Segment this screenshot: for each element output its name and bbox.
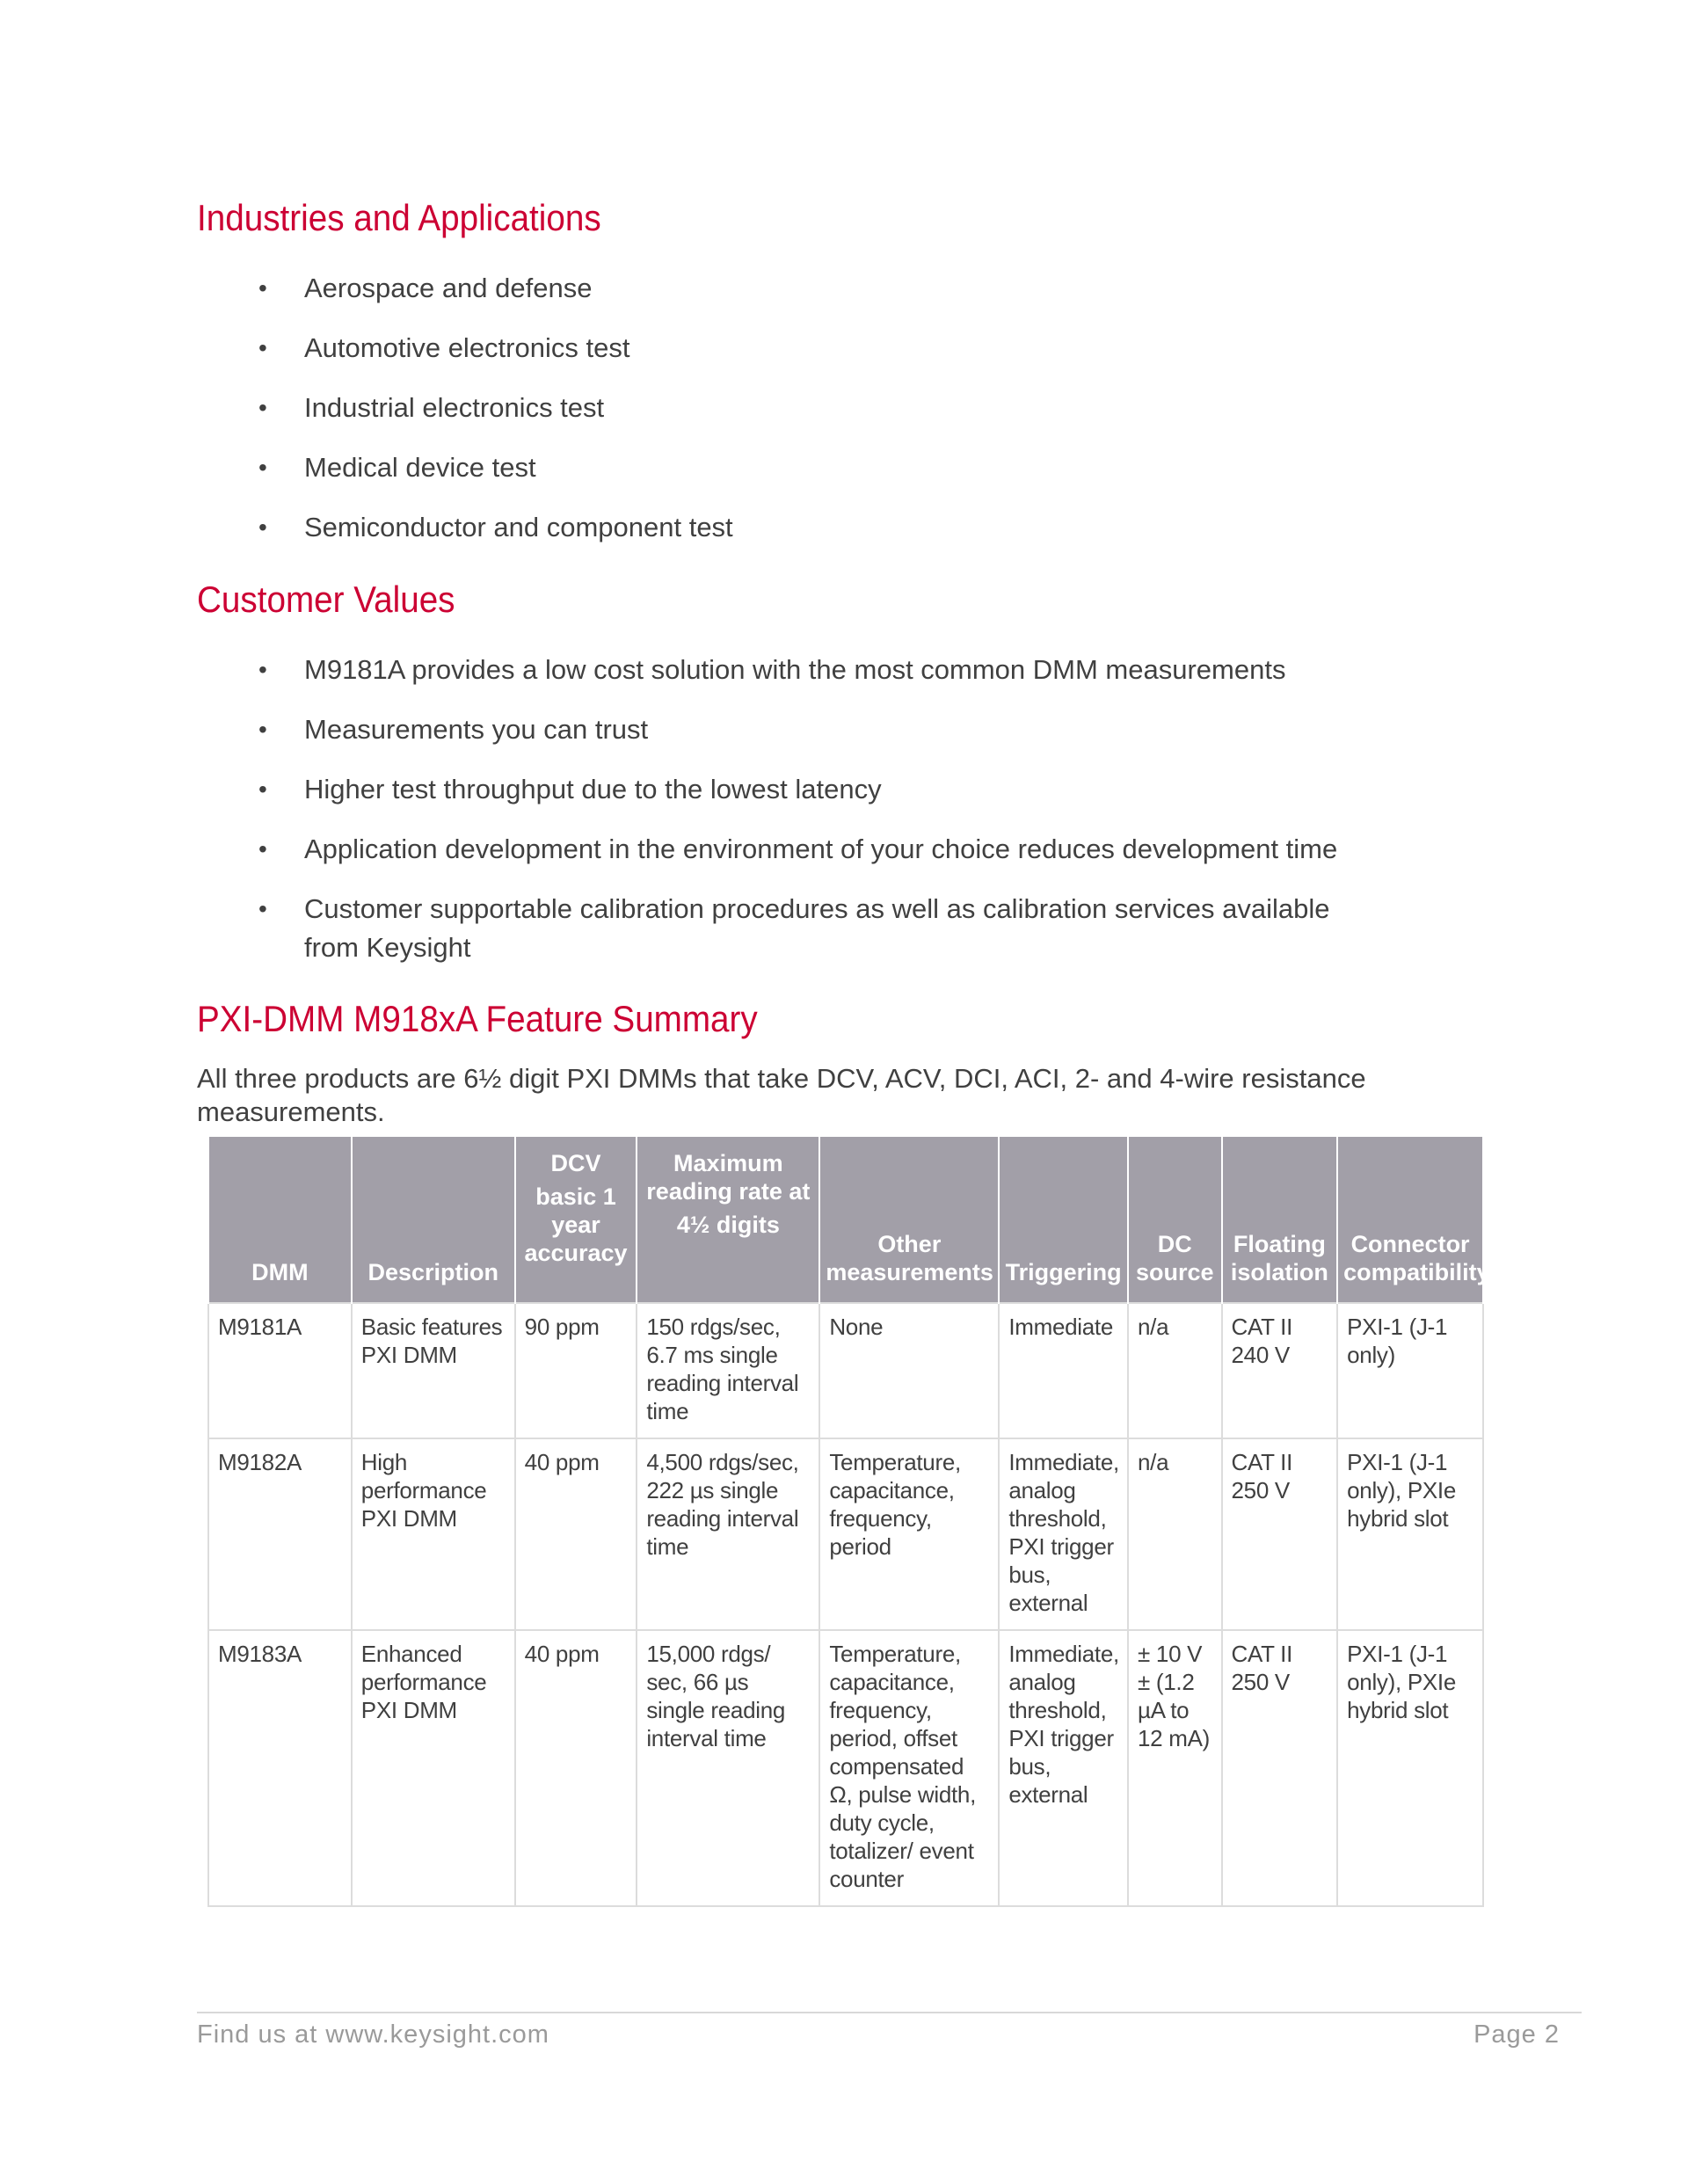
- bullet-icon: •: [258, 454, 267, 481]
- cell-connector: PXI-1 (J-1 only), PXIe hybrid slot: [1337, 1630, 1483, 1906]
- cell-dmm: M9181A: [208, 1303, 352, 1438]
- header-connector: Connector compatibility: [1337, 1137, 1483, 1303]
- cell-dcv: 40 ppm: [515, 1630, 637, 1906]
- header-other-measurements: Other measurements: [819, 1137, 999, 1303]
- header-max-rate: Maximum reading rate at 4½ digits: [637, 1137, 819, 1303]
- cell-triggering: Immediate, analog threshold, PXI trigger bus, external: [999, 1630, 1128, 1906]
- bullet-icon: •: [258, 513, 267, 541]
- header-dc-source: DC source: [1128, 1137, 1222, 1303]
- page-number: Page 2: [1473, 2020, 1560, 2049]
- bullet-icon: •: [258, 274, 267, 302]
- header-triggering: Triggering: [999, 1137, 1128, 1303]
- list-item: • Application development in the environment of your choice reduces development time: [197, 830, 1445, 869]
- cell-rate: 15,000 rdgs/ sec, 66 µs single reading interval time: [637, 1630, 819, 1906]
- table-row: [208, 1303, 1483, 1438]
- table-header-row: [208, 1137, 1483, 1303]
- cell-dcv: 40 ppm: [515, 1438, 637, 1630]
- industries-heading: Industries and Applications: [197, 197, 601, 238]
- list-item: • Higher test throughput due to the lowest latency: [197, 770, 1445, 809]
- cell-dc-source: ± 10 V ± (1.2 µA to 12 mA): [1128, 1630, 1222, 1906]
- footer-divider: [197, 2012, 1582, 2013]
- industries-list: [197, 269, 1445, 547]
- customer-values-heading: Customer Values: [197, 579, 455, 620]
- cell-rate: 150 rdgs/sec, 6.7 ms single reading interval time: [637, 1303, 819, 1438]
- cell-other: Temperature, capacitance, frequency, period: [819, 1438, 999, 1630]
- feature-summary-table: [207, 1137, 1490, 1907]
- table-row: [208, 1438, 1483, 1630]
- cell-connector: PXI-1 (J-1 only), PXIe hybrid slot: [1337, 1438, 1483, 1630]
- bullet-icon: •: [258, 394, 267, 421]
- list-item: • Semiconductor and component test: [197, 508, 1445, 547]
- table-row: [208, 1630, 1483, 1906]
- header-dmm: DMM: [208, 1137, 352, 1303]
- list-item: • Automotive electronics test: [197, 329, 1445, 368]
- cell-floating: CAT II 250 V: [1222, 1630, 1338, 1906]
- bullet-icon: •: [258, 835, 267, 863]
- cell-description: Basic features PXI DMM: [352, 1303, 515, 1438]
- customer-values-list: [197, 651, 1445, 967]
- bullet-icon: •: [258, 656, 267, 683]
- cell-floating: CAT II 240 V: [1222, 1303, 1338, 1438]
- list-item: • Industrial electronics test: [197, 389, 1445, 427]
- feature-summary-heading: PXI-DMM M918xA Feature Summary: [197, 998, 758, 1039]
- cell-other: None: [819, 1303, 999, 1438]
- feature-summary-intro: All three products are 6½ digit PXI DMMs that take DCV, ACV, DCI, ACI, 2- and 4-wire resistance measurements.: [197, 1063, 1366, 1127]
- cell-rate: 4,500 rdgs/sec, 222 µs single reading interval time: [637, 1438, 819, 1630]
- header-description: Description: [352, 1137, 515, 1303]
- cell-dc-source: n/a: [1128, 1438, 1222, 1630]
- cell-dmm: M9183A: [208, 1630, 352, 1906]
- bullet-icon: •: [258, 895, 267, 922]
- header-dcv: DCV basic 1 year accuracy: [515, 1137, 637, 1303]
- cell-dmm: M9182A: [208, 1438, 352, 1630]
- bullet-icon: •: [258, 716, 267, 743]
- list-item: • Measurements you can trust: [197, 710, 1445, 749]
- list-item: • M9181A provides a low cost solution with the most common DMM measurements: [197, 651, 1445, 689]
- list-item: • Aerospace and defense: [197, 269, 1445, 308]
- cell-dcv: 90 ppm: [515, 1303, 637, 1438]
- header-floating-isolation: Floating isolation: [1222, 1137, 1338, 1303]
- cell-connector: PXI-1 (J-1 only): [1337, 1303, 1483, 1438]
- cell-other: Temperature, capacitance, frequency, period, offset compensated Ω, pulse width, duty cycle, totalizer/ event counter: [819, 1630, 999, 1906]
- bullet-icon: •: [258, 334, 267, 361]
- cell-dc-source: n/a: [1128, 1303, 1222, 1438]
- list-item: • Customer supportable calibration procedures as well as calibration services available from Keysight: [197, 890, 1445, 967]
- bullet-icon: •: [258, 775, 267, 803]
- cell-triggering: Immediate: [999, 1303, 1128, 1438]
- list-item: • Medical device test: [197, 448, 1445, 487]
- cell-floating: CAT II 250 V: [1222, 1438, 1338, 1630]
- footer-website-link[interactable]: Find us at www.keysight.com: [197, 2020, 549, 2049]
- cell-description: Enhanced performance PXI DMM: [352, 1630, 515, 1906]
- cell-description: High performance PXI DMM: [352, 1438, 515, 1630]
- cell-triggering: Immediate, analog threshold, PXI trigger bus, external: [999, 1438, 1128, 1630]
